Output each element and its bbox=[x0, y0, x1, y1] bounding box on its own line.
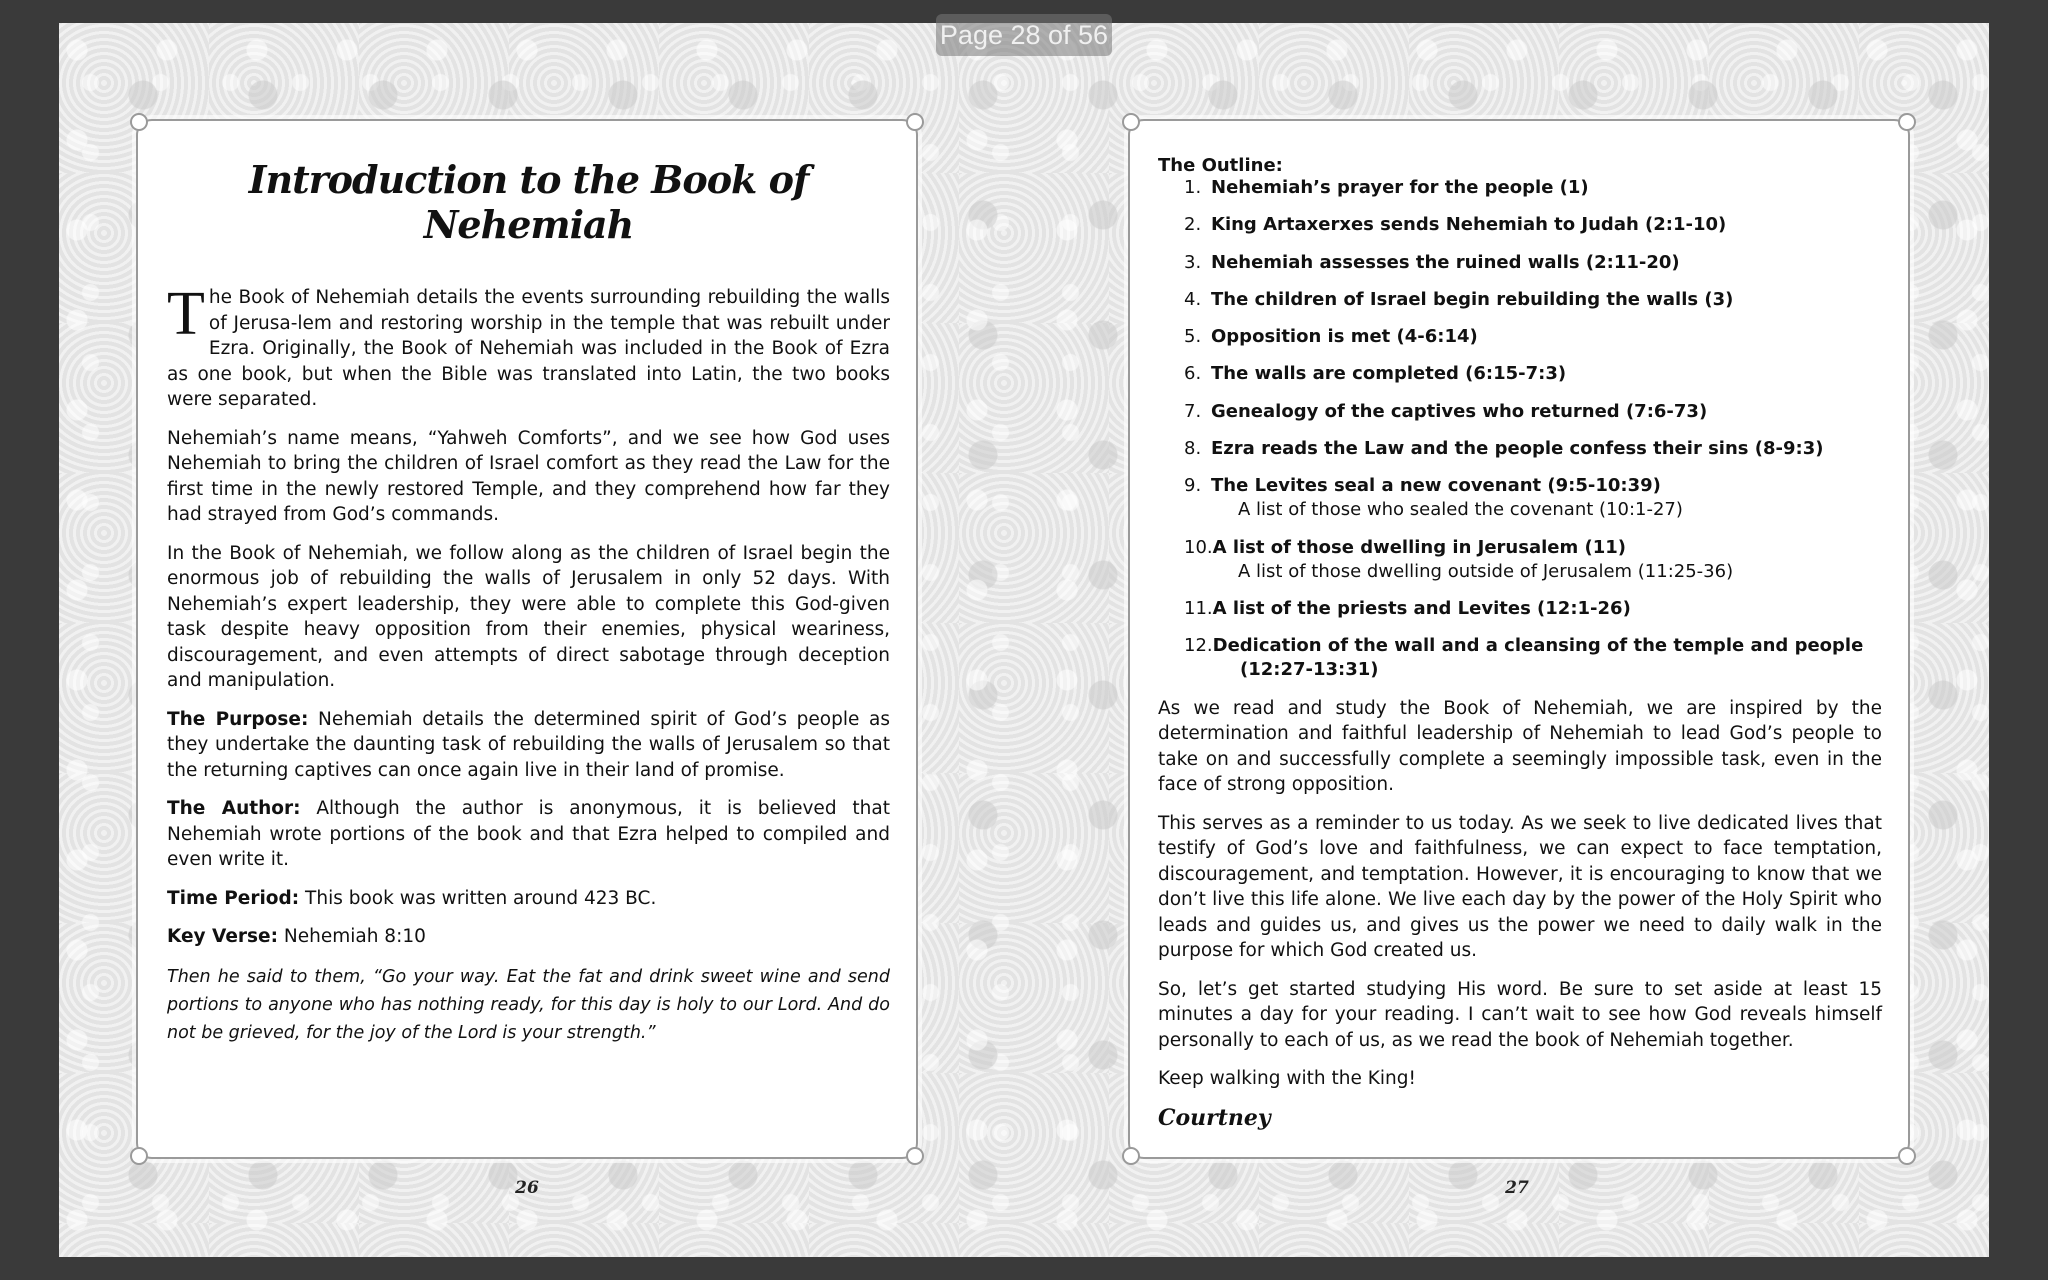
purpose-paragraph bbox=[167, 707, 890, 784]
outline-item bbox=[1184, 400, 1882, 424]
outline-item bbox=[1184, 597, 1882, 621]
signature: Courtney bbox=[1158, 1104, 1271, 1131]
closing-line: Keep walking with the King! bbox=[1158, 1068, 1416, 1090]
author-paragraph bbox=[167, 796, 890, 873]
left-page bbox=[136, 119, 918, 1159]
outline-item-title: Nehemiah’s prayer for the people (1) bbox=[1211, 177, 1589, 198]
key-verse-paragraph bbox=[167, 924, 890, 950]
name-meaning-paragraph: Nehemiah’s name means, “Yahweh Comforts”, and we see how God uses Nehemiah to bring the children of Israel comfort as they read the Law for the first time in the newly restored Temple, and they comprehend how far they had strayed from God’s commands. bbox=[167, 427, 890, 525]
outline-item-title: A list of the priests and Levites (12:1-26) bbox=[1212, 597, 1631, 619]
outline-item-continuation: (12:27-13:31) bbox=[1240, 659, 1379, 681]
page-indicator: Page 28 of 56 bbox=[936, 14, 1112, 56]
outline-item-number: 1. bbox=[1184, 177, 1202, 198]
purpose-label: The Purpose: bbox=[167, 708, 309, 730]
outline-item bbox=[1184, 288, 1882, 312]
intro-paragraph bbox=[167, 280, 890, 413]
outline-item-number: 7. bbox=[1184, 400, 1202, 422]
outline-item-title: Genealogy of the captives who returned (7:6-73) bbox=[1211, 400, 1708, 422]
corner-ornament bbox=[1898, 1147, 1916, 1165]
outline-item-number: 10. bbox=[1184, 536, 1213, 558]
author-text: Although the author is anonymous, it is believed that Nehemiah wrote portions of the book and that Ezra helped to compiled and even write it. bbox=[167, 798, 890, 870]
corner-ornament bbox=[906, 113, 924, 131]
outline-item-number: 6. bbox=[1184, 363, 1202, 385]
corner-ornament bbox=[130, 1147, 148, 1165]
outline-item bbox=[1184, 474, 1882, 522]
key-verse-label: Key Verse: bbox=[167, 926, 278, 947]
corner-ornament bbox=[1122, 1147, 1140, 1165]
outline-item-subpoint: A list of those who sealed the covenant (10:1-27) bbox=[1238, 499, 1683, 521]
outline-item-number: 9. bbox=[1184, 475, 1202, 497]
outline-item-number: 11. bbox=[1184, 597, 1213, 619]
outline-item bbox=[1184, 176, 1882, 200]
purpose-text: Nehemiah details the determined spirit of God’s people as they undertake the daunting task of rebuilding the walls of Jerusalem so that the returning captives can once again live in their land of promise. bbox=[167, 708, 890, 781]
page-title: Introduction to the Book of Nehemiah bbox=[248, 157, 809, 247]
outline-heading: The Outline: bbox=[1158, 155, 1283, 176]
outline-item-number: 4. bbox=[1184, 288, 1202, 310]
outline-item-number: 3. bbox=[1184, 251, 1202, 273]
time-period-paragraph bbox=[167, 886, 890, 912]
intro-text: he Book of Nehemiah details the events surrounding rebuilding the walls of Jerusa-lem and restoring worship in the temple that was rebuilt under Ezra. Originally, the Book of Nehemiah was included in the Book of Ezra as one book, but when the Bible was translated into Latin, the two books were separated. bbox=[167, 287, 890, 410]
inspiration-paragraph: As we read and study the Book of Nehemiah, we are inspired by the determination and faithful leadership of Nehemiah to lead God’s people to take on and successfully complete a seemingly impossible task, even in the face of strong opposition. bbox=[1158, 697, 1882, 796]
outline-list bbox=[1158, 176, 1882, 682]
page-number-right: 27 bbox=[1505, 1178, 1529, 1198]
outline-item-title: The children of Israel begin rebuilding the walls (3) bbox=[1211, 288, 1734, 310]
outline-item-number: 8. bbox=[1184, 438, 1202, 460]
outline-item-title: Nehemiah assesses the ruined walls (2:11-20) bbox=[1211, 251, 1680, 273]
outline-item bbox=[1184, 536, 1882, 584]
outline-item-title: The walls are completed (6:15-7:3) bbox=[1211, 363, 1567, 385]
corner-ornament bbox=[1122, 113, 1140, 131]
outline-item-title: Ezra reads the Law and the people confess their sins (8-9:3) bbox=[1211, 438, 1824, 460]
outline-item bbox=[1184, 251, 1882, 275]
outline-item-number: 5. bbox=[1184, 326, 1202, 348]
outline-item bbox=[1184, 362, 1882, 386]
time-period-text: This book was written around 423 BC. bbox=[299, 887, 657, 909]
time-period-label: Time Period: bbox=[167, 887, 300, 909]
author-label: The Author: bbox=[167, 798, 301, 819]
corner-ornament bbox=[1898, 113, 1916, 131]
corner-ornament bbox=[906, 1147, 924, 1165]
page-number-left: 26 bbox=[515, 1178, 539, 1198]
get-started-paragraph: So, let’s get started studying His word. Be sure to set aside at least 15 minutes a day for your reading. I can’t wait to see how God reveals himself personally to each of us, as we read the book of Nehemiah together. bbox=[1158, 978, 1882, 1051]
key-verse-quote: Then he said to them, “Go your way. Eat the fat and drink sweet wine and send portions to anyone who has nothing ready, for this day is holy to our Lord. And do not be grieved, for the joy of the Lord is your strength.” bbox=[167, 966, 890, 1043]
outline-item-title: The Levites seal a new covenant (9:5-10:39) bbox=[1211, 475, 1661, 497]
outline-item-title: Opposition is met (4-6:14) bbox=[1211, 326, 1478, 348]
corner-ornament bbox=[130, 113, 148, 131]
outline-item bbox=[1184, 213, 1882, 237]
key-verse-text: Nehemiah 8:10 bbox=[278, 926, 426, 947]
rebuilding-paragraph: In the Book of Nehemiah, we follow along as the children of Israel begin the enormous job of rebuilding the walls of Jerusalem in only 52 days. With Nehemiah’s expert leadership, they were able to complete this God-given task despite heavy opposition from their enemies, physical weariness, discouragement, and even attempts of direct sabotage through deception and manipulation. bbox=[167, 542, 890, 691]
drop-cap: T bbox=[167, 280, 205, 348]
outline-item-title: A list of those dwelling in Jerusalem (11) bbox=[1212, 536, 1627, 558]
reminder-paragraph: This serves as a reminder to us today. As we seek to live dedicated lives that testify of God’s love and faithfulness, we can expect to face temptation, discouragement, and temptation. However, it is encouraging to know that we don’t live this life alone. We live each day by the power of the Holy Spirit who leads and guides us, and gives us the power we need to daily walk in the purpose for which God created us. bbox=[1158, 812, 1882, 962]
outline-item-number: 12. bbox=[1184, 635, 1213, 657]
outline-item-title: King Artaxerxes sends Nehemiah to Judah (2:1-10) bbox=[1211, 214, 1727, 236]
outline-item bbox=[1184, 437, 1882, 461]
outline-item-number: 2. bbox=[1184, 214, 1202, 236]
outline-item-subpoint: A list of those dwelling outside of Jerusalem (11:25-36) bbox=[1238, 560, 1734, 582]
outline-item-title: Dedication of the wall and a cleansing of the temple and people bbox=[1212, 635, 1864, 657]
right-page bbox=[1128, 119, 1910, 1159]
outline-item bbox=[1184, 325, 1882, 349]
outline-item bbox=[1184, 634, 1882, 682]
